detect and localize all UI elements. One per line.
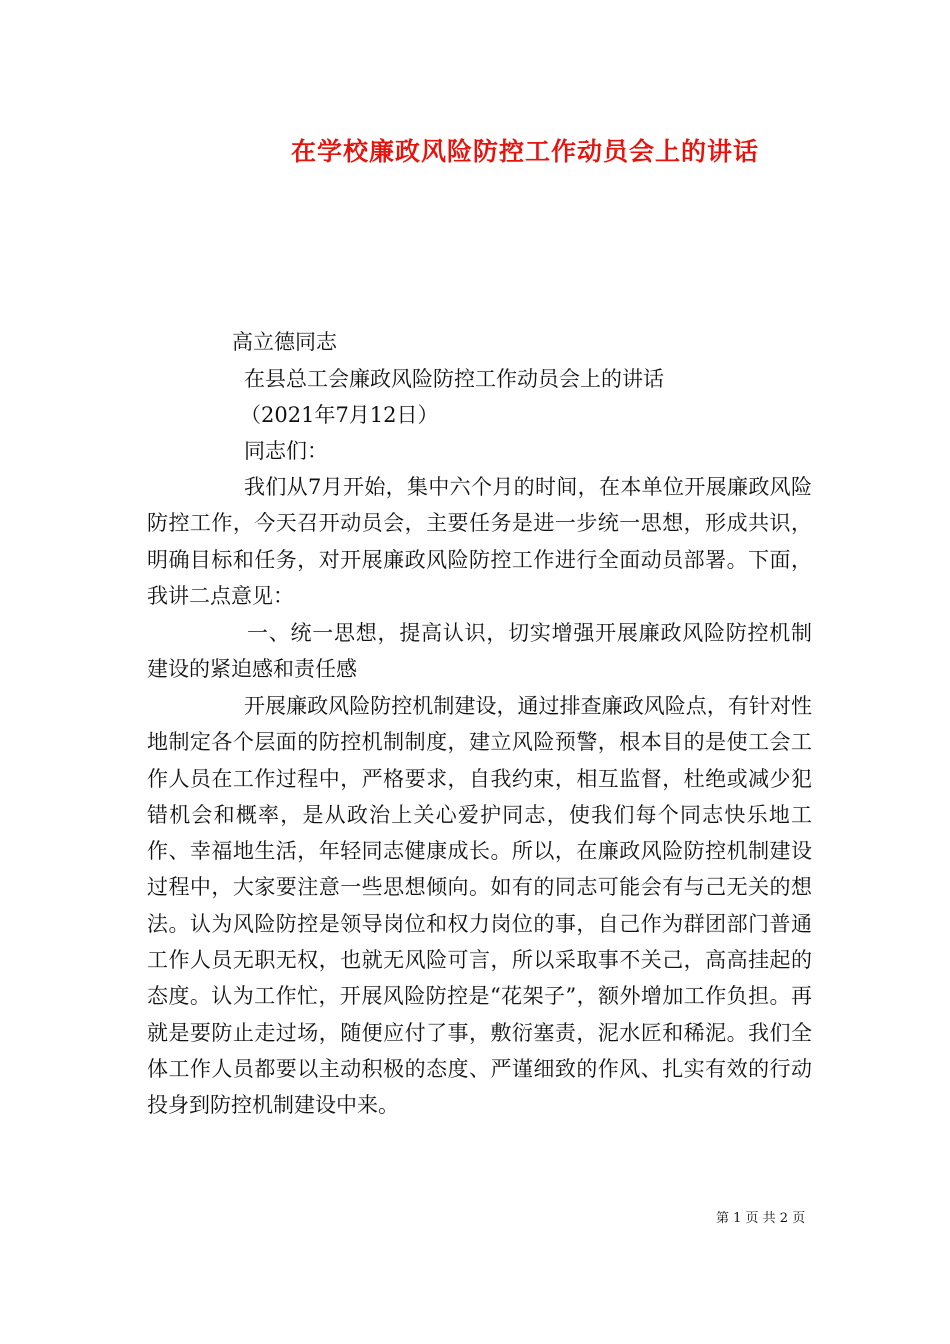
document-title: 在学校廉政风险防控工作动员会上的讲话	[290, 137, 759, 166]
salutation-line: 同志们：	[244, 439, 328, 463]
paragraph-1: 我们从7月开始，集中六个月的时间，在本单位开展廉政风险防控工作，今天召开动员会，主要任务是进一步统一思想，形成共识，明确目标和任务，对开展廉政风险防控工作进行全面动员部署。下面，我讲二点意见：	[147, 475, 812, 608]
section-1-heading: 一、统一思想，提高认识，切实增强开展廉政风险防控机制建设的紧迫感和责任感	[147, 621, 812, 682]
subtitle-line: 在县总工会廉政风险防控工作动员会上的讲话	[244, 367, 664, 391]
page-number-footer: 第 1 页 共 2 页	[716, 1211, 806, 1226]
date-line: （2021年7月12日）	[240, 403, 439, 427]
paragraph-2: 开展廉政风险防控机制建设，通过排查廉政风险点，有针对性地制定各个层面的防控机制制度，建立风险预警，根本目的是使工会工作人员在工作过程中，严格要求，自我约束，相互监督，杜绝或减少犯错机会和概率，是从政治上关心爱护同志，使我们每个同志快乐地工作、幸福地生活，年轻同志健康成长。所以，在廉政风险防控机制建设过程中，大家要注意一些思想倾向。如有的同志可能会有与己无关的想法。认为风险防控是领导岗位和权力岗位的事，自己作为群团部门普通工作人员无职无权，也就无风险可言，所以采取事不关己，高高挂起的态度。认为工作忙，开展风险防控是“花架子”，额外增加工作负担。再就是要防止走过场，随便应付了事，敷衍塞责，泥水匠和稀泥。我们全体工作人员都要以主动积极的态度、严谨细致的作风、扎实有效的行动投身到防控机制建设中来。	[147, 694, 812, 1118]
author-line: 高立德同志	[232, 330, 337, 354]
